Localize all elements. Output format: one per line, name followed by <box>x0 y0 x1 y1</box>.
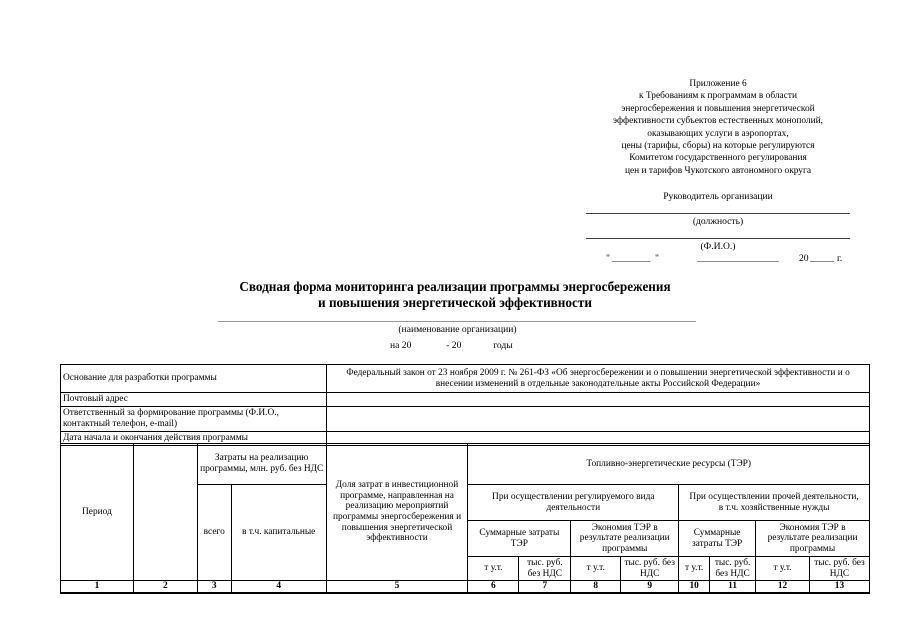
column-number: 8 <box>571 581 621 594</box>
column-number: 4 <box>231 581 326 594</box>
table-row <box>61 407 870 432</box>
date-month-blank: _________________ <box>697 253 779 264</box>
other-activity-header <box>679 485 870 521</box>
appendix-line: оказывающих услуги в аэропортах, <box>647 128 789 139</box>
column-number: 1 <box>61 581 134 594</box>
column-number: 2 <box>133 581 197 594</box>
info-value <box>327 407 870 432</box>
column-number: 11 <box>710 581 756 594</box>
date-open-quote: " <box>606 253 610 264</box>
organization-name-line <box>218 321 696 322</box>
unit-tut: т у.т. <box>679 557 710 581</box>
unit-tut: т у.т. <box>468 557 519 581</box>
regulated-savings-header: Экономия ТЭР в результате реализации программы <box>571 521 679 557</box>
column-number: 9 <box>621 581 679 594</box>
date-day-blank: ________ <box>612 253 651 264</box>
costs-total-header: всего <box>197 485 231 581</box>
info-label: Ответственный за формирование программы (Ф.И.О., контактный телефон, e-mail) <box>61 407 327 432</box>
table-row <box>61 393 870 407</box>
share-header: Доля затрат в инвестиционной программе, направленная на реализацию мероприятий программы энергосбережения и повышения энергетической эффективности <box>326 444 468 581</box>
appendix-line: к Требованиям к программам в области <box>639 91 797 102</box>
regulated-total-costs-header: Суммарные затраты ТЭР <box>468 521 571 557</box>
date-year-blank: _____ <box>810 253 834 264</box>
organization-caption: (наименование организации) <box>398 324 517 335</box>
unit-tut: т у.т. <box>756 557 810 581</box>
title-line-2: и повышения энергетической эффективности <box>318 295 592 310</box>
fio-line <box>586 238 850 239</box>
program-info-table <box>60 364 870 446</box>
costs-capital-header: в т.ч. капитальные <box>231 485 326 581</box>
unit-rub: тыс. руб. без НДС <box>710 557 756 581</box>
column-number: 6 <box>468 581 519 594</box>
info-value <box>327 393 870 407</box>
years-from: на 20 <box>390 340 412 351</box>
unit-tut: т у.т. <box>571 557 621 581</box>
costs-header: Затраты на реализацию программы, млн. руб. без НДС <box>197 444 326 485</box>
unit-rub: тыс. руб. без НДС <box>809 557 869 581</box>
column-numbers-row <box>61 581 870 594</box>
head-of-organization-label: Руководитель организации <box>663 191 773 202</box>
info-label: Дата начала и окончания действия программы <box>61 432 327 446</box>
appendix-block <box>586 78 850 177</box>
unit-rub: тыс. руб. без НДС <box>519 557 571 581</box>
column-number: 7 <box>519 581 571 594</box>
program-years <box>390 340 513 351</box>
monitoring-table <box>60 443 870 594</box>
other-activity-note: в т.ч. хозяйственные нужды <box>718 502 830 513</box>
table-row <box>61 365 870 393</box>
appendix-line: энергосбережения и повышения энергетической <box>621 103 815 114</box>
date-year-suffix: г. <box>837 253 843 264</box>
blank-header <box>133 444 197 581</box>
other-activity-text: При осуществлении прочей деятельности, <box>689 491 859 502</box>
column-number: 12 <box>756 581 810 594</box>
appendix-line: цены (тарифы, сборы) на которые регулируются <box>621 141 815 152</box>
position-caption: (должность) <box>692 216 744 227</box>
column-number: 3 <box>197 581 231 594</box>
appendix-line: цен и тарифов Чукотского автономного округа <box>624 165 812 176</box>
appendix-line: Приложение 6 <box>689 79 747 89</box>
unit-rub: тыс. руб. без НДС <box>621 557 679 581</box>
date-close-quote: " <box>655 253 659 264</box>
date-year-prefix: 20 <box>799 253 809 264</box>
other-savings-header: Экономия ТЭР в результате реализации программы <box>756 521 870 557</box>
appendix-line: эффективности субъектов естественных монополий, <box>613 116 823 127</box>
column-number: 10 <box>679 581 710 594</box>
info-label: Основание для разработки программы <box>61 365 327 393</box>
info-value: Федеральный закон от 23 ноября 2009 г. № 261-ФЗ «Об энергосбережении и о повышении энергетической эффективности и о внесении изменений в отдельные законодательные акты Российской Федерации» <box>327 365 870 393</box>
fuel-resources-header: Топливно-энергетические ресурсы (ТЭР) <box>468 444 870 485</box>
other-total-costs-header: Суммарные затраты ТЭР <box>679 521 756 557</box>
info-label: Почтовый адрес <box>61 393 327 407</box>
column-number: 13 <box>809 581 869 594</box>
years-to: - 20 <box>446 340 462 351</box>
regulated-activity-header: При осуществлении регулируемого вида деятельности <box>468 485 679 521</box>
title-line-1: Сводная форма мониторинга реализации программы энергосбережения <box>239 279 671 294</box>
fio-caption: (Ф.И.О.) <box>700 241 736 252</box>
period-header: Период <box>61 444 134 581</box>
appendix-line: Комитетом государственного регулирования <box>629 153 807 164</box>
column-number: 5 <box>326 581 468 594</box>
page-title <box>120 279 790 311</box>
position-line <box>586 213 850 214</box>
years-word: годы <box>493 340 513 351</box>
